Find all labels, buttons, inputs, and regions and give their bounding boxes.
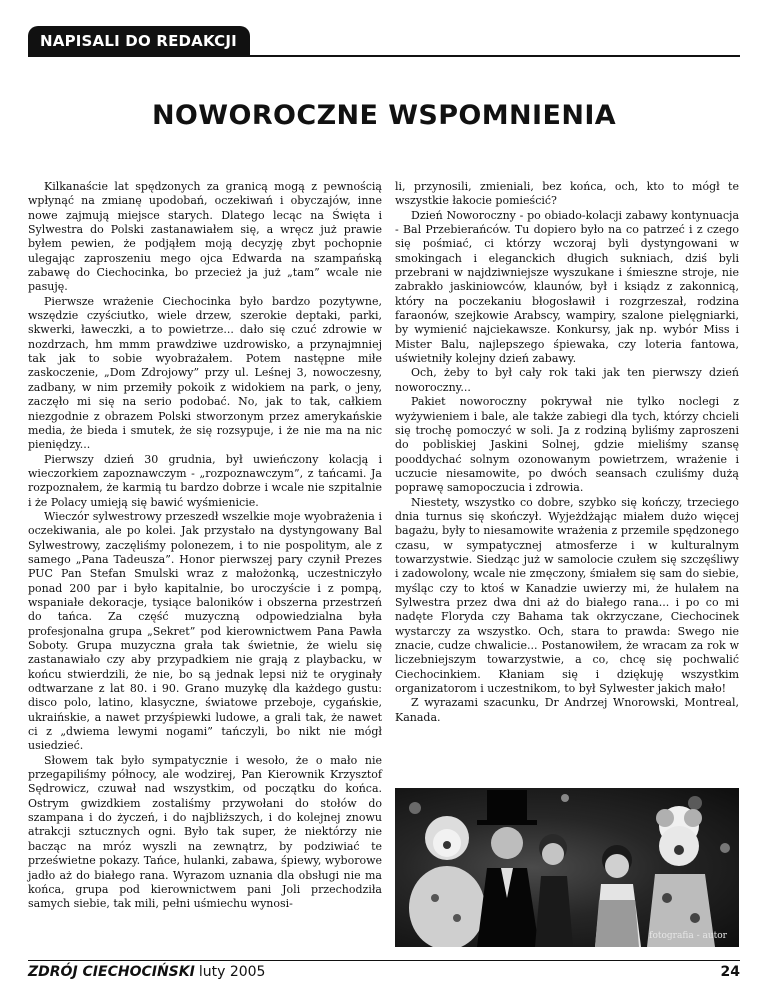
- paragraph: Słowem tak było sympatycznie i wesoło, że o mało nie przegapiliśmy północy, ale wodzirej, Pan Kierownik Krzysztof Sędrowicz, czuwał nad wszystkim, od początku do końca. Ostrym gwizdkiem zostaliśmy przywołani do stołów do szampana i do życzeń, i do najbliższych, i do kolejnej znowu atrakcji sztucznych ogni. Było tak super, że niektórzy nie bacząc na mróz wyszli na zewnątrz, by podziwiać te prześwietne pokazy. Tańce, hulanki, zabawa, śpiewy, wyborowe jadło aż do białego rana. Wyrazom uznania dla obsługi nie ma końca, grupa pod kierownictwem pani Joli przechodziła samych siebie, tak mili, pełni uśmiechu wynosi-: [28, 753, 382, 911]
- article-column-left: [28, 180, 382, 912]
- section-header: [28, 26, 250, 56]
- paragraph: Niestety, wszystko co dobre, szybko się kończy, trzeciego dnia turnus się skończył. Wyjeżdżając miałem dużo więcej bagażu, były to niesamowite wrażenia z przemile spędzonego czasu, w sympatycznej atmosferze i w kulturalnym towarzystwie. Siedząc już w samolocie czułem się szczęśliwy i zadowolony, wcale nie zmęczony, śmiałem się sam do siebie, myśląc czy to ktoś w Kanadzie uwierzy mi, że hulałem na Sylwestra przez dwa dni aż do białego rana... i po co mi nadęte Floryda czy Bahama tak okrzyczane, Ciechocinek wystarczy za wszystko. Och, stara to prawda: Swego nie znacie, cudze chwalicie... Postanowiłem, że wracam za rok w liczebniejszym towarzystwie, a co, chcę się pochwalić Ciechocinkiem. Kłaniam się i dziękuję wszystkim organizatorom i uczestnikom, to był Sylwester jakich mało!: [395, 495, 739, 696]
- paragraph: Dzień Noworoczny - po obiado-kolacji zabawy kontynuacja - Bal Przebierańców. Tu dopiero było na co patrzeć i z czego się pośmiać, ci którzy wczoraj byli dystyngowani w smokingach i eleganckich długich sukniach, dziś byli przebrani w najdziwniejsze wyszukane i śmieszne stroje, nie zabrakło jaskiniowców, klaunów, był i ksiądz z zakonnicą, który na poczekaniu błogosławił i rozgrzeszał, rodzina faraonów, szejkowie Arabscy, wampiry, szalone pielęgniarki, by wymienić najciekawsze. Konkursy, jak np. wybór Miss i Mister Balu, najlepszego śpiewaka, czy loteria fantowa, uświetniły kolejny dzień zabawy.: [395, 208, 739, 366]
- article-photo: [395, 788, 739, 947]
- header-rule: [28, 55, 740, 57]
- footer-rule: [28, 960, 740, 961]
- top-hat-figure: [477, 790, 539, 947]
- issue-date: luty 2005: [198, 964, 266, 980]
- paragraph: Och, żeby to był cały rok taki jak ten pierwszy dzień noworoczny...: [395, 366, 739, 394]
- magazine-name: ZDRÓJ CIECHOCIŃSKI: [28, 964, 195, 980]
- woman-figure-2: [595, 845, 641, 947]
- paragraph: Wieczór sylwestrowy przeszedł wszelkie moje wyobrażenia i oczekiwania, ale po kolei. Jak przystało na dystyngowany Bal Sylwestrowy, zaczęliśmy polonezem, i to nie pospolitym, ale z samego „Pana Tadeusza”. Honor pierwszej pary czynił Prezes PUC Pan Stefan Smulski wraz z małożonką, uczestniczyło ponad 200 par i było kapitalnie, bo uroczyście i z pompą, wspaniałe dekoracje, tysiące baloników i obszerna przestrzeń do tańca. Za część muzyczną odpowiedzialna była profesjonalna grupa „Sekret” pod kierownictwem Pana Pawła Soboty. Grupa muzyczna grała tak świetnie, że wielu się zastanawiało czy aby przypadkiem nie grają z playbacku, w końcu stwierdzili, że nie, bo są jednak lepsi niż te oryginały odtwarzane z lat 80. i 90. Grano muzykę dla każdego gustu: disco polo, latino, klasyczne, światowe przeboje, cygańskie, ukraińskie, a nawet przyśpiewki ludowe, a grali tak, że nawet ci z „dwiema lewymi nogami” tańczyli, bo nikt nie mógł usiedzieć.: [28, 509, 382, 753]
- clown-left-figure: [409, 816, 485, 947]
- footer-publication: [28, 964, 265, 980]
- clown-right-figure: [647, 806, 715, 947]
- paragraph: Pakiet noworoczny pokrywał nie tylko noclegi z wyżywieniem i bale, ale także zabiegi dla tych, którzy chcieli się trochę pomoczyć w soli. Ja z rodziną byliśmy zaproszeni do pobliskiej Jaskini Solnej, gdzie mieliśmy szansę pooddychać solnym ozonowanym powietrzem, wrażenie i uczucie niesamowite, po dwóch seansach czuliśmy dużą poprawę samopoczucia i zdrowia.: [395, 395, 739, 495]
- party-photo-illustration: [395, 788, 739, 947]
- article-title: NOWOROCZNE WSPOMNIENIA: [151, 100, 617, 131]
- article-column-right: [395, 180, 739, 725]
- woman-figure-1: [535, 834, 573, 947]
- paragraph: Kilkanaście lat spędzonych za granicą mogą z pewnością wpłynąć na zmianę upodobań, oczekiwań i obyczajów, inne nowe zajmują miejsce starych. Dlatego lecąc na Święta i Sylwestra do Polski zastanawiałem się, a wręcz już prawie byłem pewien, że podjąłem moją decyzję zbyt pochopnie ulegając zaproszeniu mego ojca Edwarda na szampańską zabawę do Ciechocinka, bo przecież ja już „tam” wcale nie pasuję.: [28, 180, 382, 294]
- paragraph: li, przynosili, zmieniali, bez końca, och, kto to mógł te wszystkie łakocie pomieścić?: [395, 180, 739, 208]
- photo-credit: fotografia - autor: [649, 931, 727, 941]
- signature: Z wyrazami szacunku, Dr Andrzej Wnorowski, Montreal, Kanada.: [395, 696, 739, 724]
- page-number: 24: [720, 964, 740, 980]
- section-label: NAPISALI DO REDAKCJI: [40, 32, 237, 50]
- paragraph: Pierwsze wrażenie Ciechocinka było bardzo pozytywne, wszędzie czyściutko, wiele drzew, szerokie deptaki, parki, skwerki, ławeczki, a to powietrze... dało się czuć zdrowie w nozdrzach, hm mmm prawdziwe uzdrowisko, a przynajmniej tak jak to sobie wyobrażałem. Potem następne miłe zaskoczenie, „Dom Zdrojowy” przy ul. Leśnej 3, nowoczesny, zadbany, w nim przemiły pokoik z widokiem na park, o jeny, zaczęło mi się na serio podobać. No, jak to tak, całkiem niezgodnie z obrazem Polski stworzonym przez amerykańskie media, że bieda i smutek, że się rozsypuje, i że nie ma na nic pieniędzy...: [28, 294, 382, 452]
- paragraph: Pierwszy dzień 30 grudnia, był uwieńczony kolacją i wieczorkiem zapoznawczym - „rozpoznawczym”, z tańcami. Ja rozpoznałem, że karmią tu bardzo dobrze i wcale nie szpitalnie i że Polacy umieją się bawić wyśmienicie.: [28, 452, 382, 509]
